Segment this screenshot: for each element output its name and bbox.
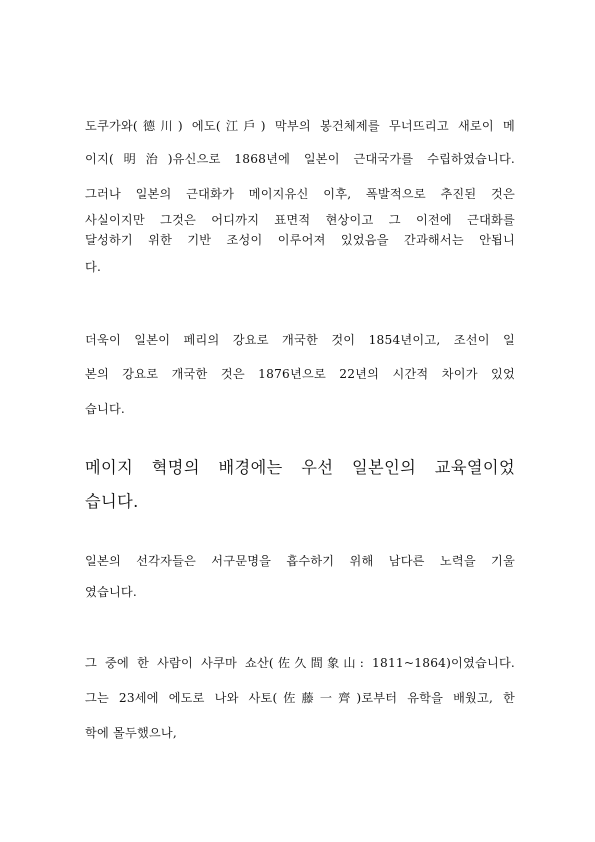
paragraph-3-line-3: 습니다. [85, 402, 125, 416]
heading-line-2: 습니다. [85, 492, 139, 511]
paragraph-1-line-2: 이지(明治)유신으로 1868년에 일본이 근대국가를 수립하였습니다. [85, 152, 515, 166]
paragraph-3-line-1: 더욱이 일본이 페리의 강요로 개국한 것이 1854년이고, 조선이 일 [85, 333, 515, 347]
paragraph-1-line-1: 도쿠가와(德川) 에도(江戶) 막부의 봉건체제를 무너뜨리고 새로이 메 [85, 119, 515, 133]
paragraph-6-line-2: 그는 23세에 에도로 나와 사토(佐藤一齊)로부터 유학을 배웠고, 한 [85, 691, 515, 705]
paragraph-2-line-3: 달성하기 위한 기반 조성이 이루어져 있었음을 간과해서는 안됩니 [85, 233, 515, 247]
paragraph-5-line-1: 일본의 선각자들은 서구문명을 흡수하기 위해 남다른 노력을 기울 [85, 554, 515, 568]
paragraph-2-line-1: 그러나 일본의 근대화가 메이지유신 이후, 폭발적으로 추진된 것은 [85, 187, 515, 201]
paragraph-3-line-2: 본의 강요로 개국한 것은 1876년으로 22년의 시간적 차이가 있었 [85, 367, 515, 381]
paragraph-2-line-4: 다. [85, 260, 102, 274]
heading-line-1: 메이지 혁명의 배경에는 우선 일본인의 교육열이었 [85, 458, 515, 477]
paragraph-6-line-3: 학에 몰두했으나, [85, 726, 177, 740]
paragraph-6-line-1: 그 중에 한 사람이 사쿠마 쇼산(佐久間象山: 1811~1864)이였습니다. [85, 656, 515, 670]
paragraph-2-line-2: 사실이지만 그것은 어디까지 표면적 현상이고 그 이전에 근대화를 [85, 213, 515, 227]
paragraph-5-line-2: 였습니다. [85, 585, 137, 599]
